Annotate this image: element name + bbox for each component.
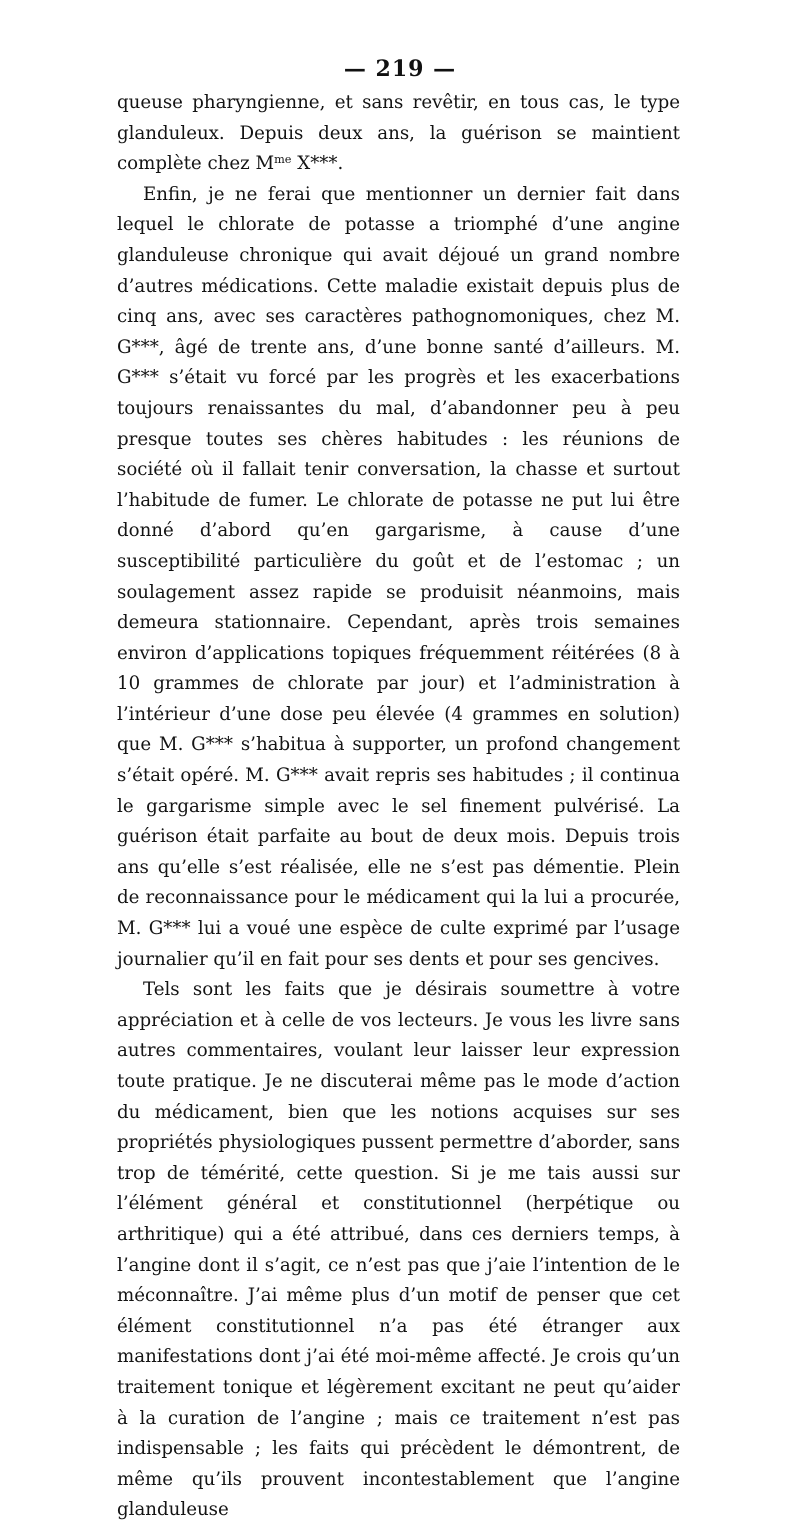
madame-superscript: me <box>274 152 292 166</box>
paragraph-1 <box>117 88 680 180</box>
page-number: — 219 — <box>343 56 457 82</box>
paragraph-1-text: queuse pharyngienne, et sans revêtir, en tous cas, le type glanduleux. Depuis deux ans, la guérison se maintient complète chez M <box>117 92 680 175</box>
body-text <box>117 88 680 1526</box>
paragraph-3: Tels sont les faits que je désirais soumettre à votre appréciation et à celle de vos lecteurs. Je vous les livre sans autres commentaires, voulant leur laisser leur expression toute pratique. Je ne discuterai même pas le mode d’action du médicament, bien que les notions acquises sur ses propriétés physiologiques pussent permettre d’aborder, sans trop de témérité, cette question. Si je me tais aussi sur l’élément général et constitutionnel (herpétique ou arthritique) qui a été attribué, dans ces derniers temps, à l’angine dont il s’agit, ce n’est pas que j’aie l’intention de le méconnaître. J’ai même plus d’un motif de penser que cet élément constitutionnel n’a pas été étranger aux manifestations dont j’ai été moi-même affecté. Je crois qu’un traitement tonique et légèrement excitant ne peut qu’aider à la curation de l’angine ; mais ce traitement n’est pas indispensable ; les faits qui précèdent le démontrent, de même qu’ils prouvent incontestablement que l’angine glanduleuse <box>117 979 680 1521</box>
paragraph-1-end: X***. <box>291 153 344 175</box>
paragraph-2: Enfin, je ne ferai que mentionner un dernier fait dans lequel le chlorate de potasse a triomphé d’une angine glanduleuse chronique qui avait déjoué un grand nombre d’autres médications. Cette maladie existait depuis plus de cinq ans, avec ses caractères pathognomoniques, chez M. G***, âgé de trente ans, d’une bonne santé d’ailleurs. M. G*** s’était vu forcé par les progrès et les exacerbations toujours renaissantes du mal, d’abandonner peu à peu presque toutes ses chères habitudes : les réunions de société où il fallait tenir conversation, la chasse et surtout l’habitude de fumer. Le chlorate de potasse ne put lui être donné d’abord qu’en gargarisme, à cause d’une susceptibilité particulière du goût et de l’estomac ; un soulagement assez rapide se produisit néanmoins, mais demeura stationnaire. Cependant, après trois semaines environ d’applications topiques fréquemment réitérées (8 à 10 grammes de chlorate par jour) et l’administration à l’intérieur d’une dose peu élevée (4 grammes en solution) que M. G*** s’habitua à supporter, un profond changement s’était opéré. M. G*** avait repris ses habitudes ; il continua le gargarisme simple avec le sel finement pulvérisé. La guérison était parfaite au bout de deux mois. Depuis trois ans qu’elle s’est réalisée, elle ne s’est pas démentie. Plein de reconnaissance pour le médicament qui la lui a procurée, M. G*** lui a voué une espèce de culte exprimé par l’usage journalier qu’il en fait pour ses dents et pour ses gencives. <box>117 183 680 970</box>
